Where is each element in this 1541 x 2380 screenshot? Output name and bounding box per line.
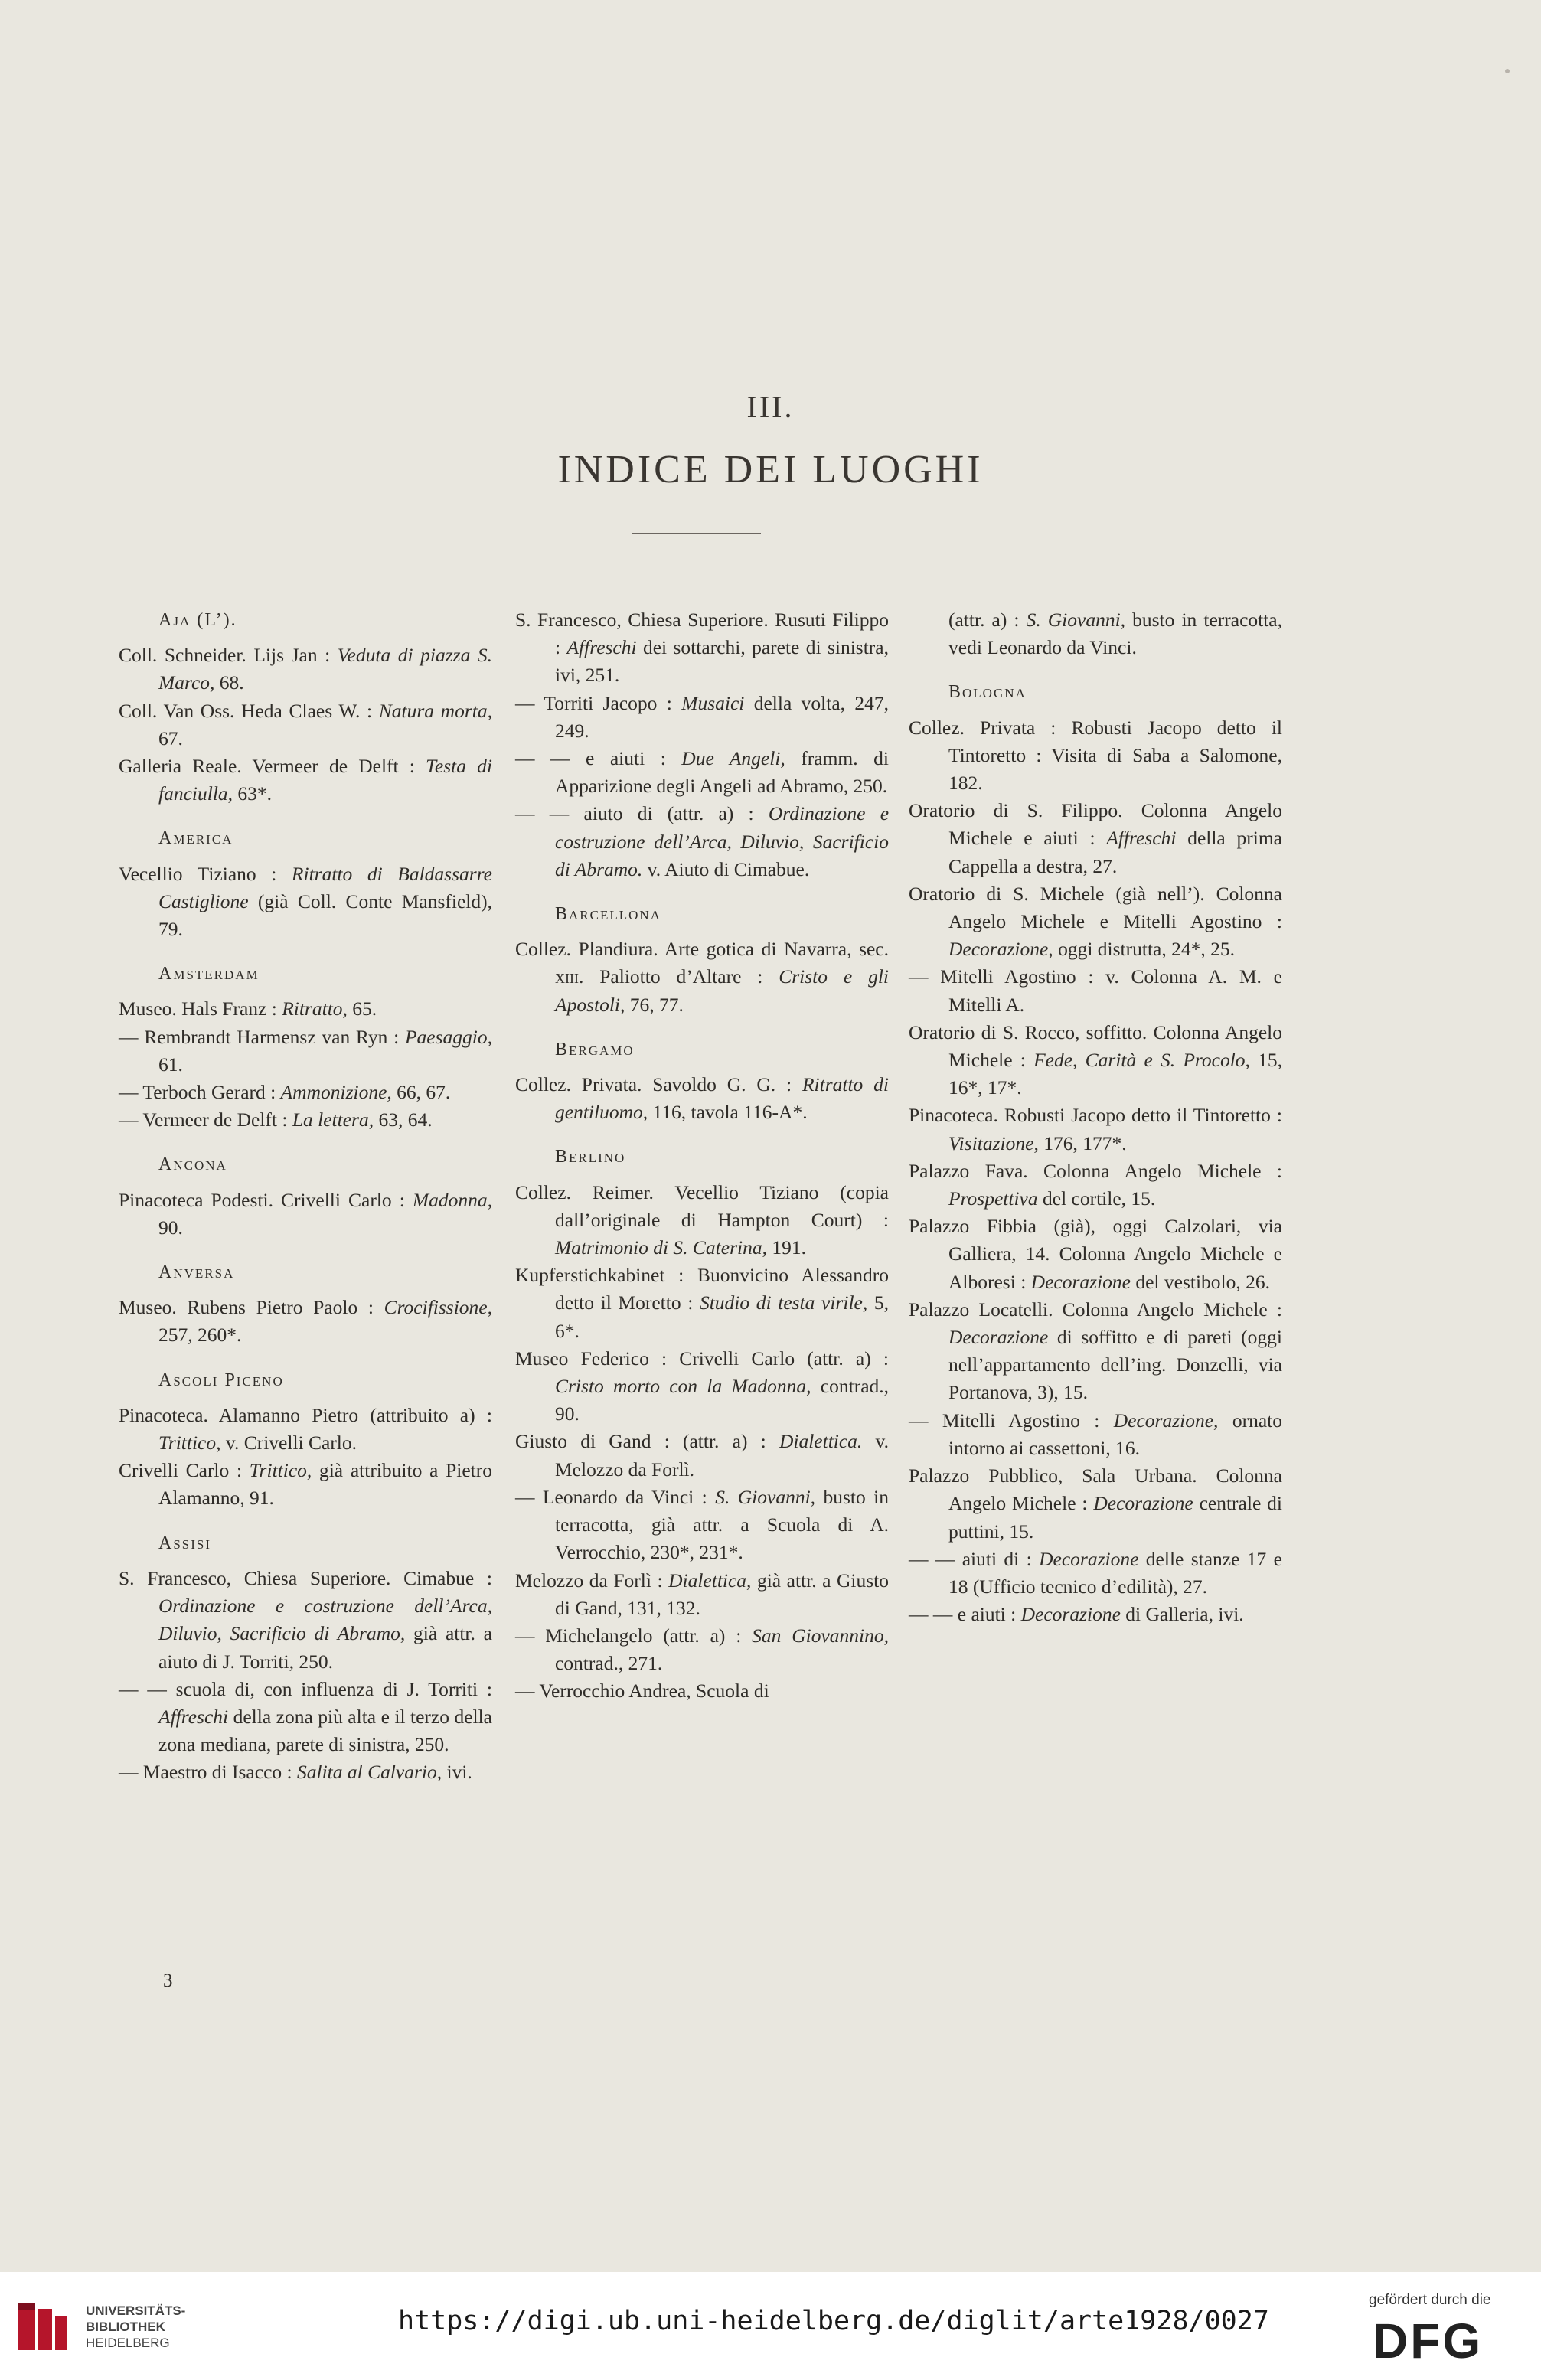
index-column-1	[119, 606, 492, 1787]
index-entry: Palazzo Pubblico, Sala Urbana. Colonna Angelo Michele : Decorazione centrale di puttini, 15.	[909, 1464, 1282, 1543]
index-entry: Palazzo Fava. Colonna Angelo Michele : Prospettiva del cortile, 15.	[909, 1159, 1282, 1210]
index-entry: Coll. Schneider. Lijs Jan : Veduta di piazza S. Marco, 68.	[119, 644, 493, 694]
index-entry: — Maestro di Isacco : Salita al Calvario, ivi.	[119, 1761, 472, 1784]
index-place-heading: America	[158, 828, 233, 849]
index-entry: Museo Federico : Crivelli Carlo (attr. a) : Cristo morto con la Madonna, contrad., 90.	[515, 1347, 890, 1425]
index-place-heading: Bologna	[948, 682, 1027, 703]
index-entry: Kupferstichkabinet : Buonvicino Alessandro detto il Moretto : Studio di testa virile, 5, 6*.	[515, 1264, 889, 1342]
university-library-logo-icon[interactable]	[17, 2298, 77, 2355]
index-entry: Collez. Plandiura. Arte gotica di Navarra, sec. xiii. Paliotto d’Altare : Cristo e gli Apostoli, 76, 77.	[515, 938, 889, 1016]
index-entry: — Mitelli Agostino : v. Colonna A. M. e Mitelli A.	[909, 965, 1282, 1016]
index-entry: — — e aiuti : Decorazione di Galleria, ivi.	[909, 1603, 1244, 1626]
index-place-heading: Assisi	[158, 1533, 212, 1553]
title-rule	[632, 533, 761, 534]
index-entry: Crivelli Carlo : Trittico, già attribuito a Pietro Alamanno, 91.	[119, 1459, 492, 1510]
logo-line-2: BIBLIOTHEK	[86, 2320, 165, 2334]
logo-line-1: UNIVERSITÄTS-	[86, 2303, 186, 2318]
index-entry: Oratorio di S. Michele (già nell’). Colonna Angelo Michele e Mitelli Agostino : Decorazione, oggi distrutta, 24*, 25.	[909, 882, 1282, 961]
index-entry: — — aiuto di (attr. a) : Ordinazione e costruzione dell’Arca, Diluvio, Sacrificio di Abramo. v. Aiuto di Cimabue.	[515, 802, 890, 880]
index-entry: — Torriti Jacopo : Musaici della volta, 247, 249.	[515, 691, 890, 742]
page-folio: 3	[163, 1970, 173, 1991]
index-column-2	[515, 606, 889, 1706]
index-entry: Pinacoteca Podesti. Crivelli Carlo : Madonna, 90.	[119, 1188, 492, 1239]
index-entry: Melozzo da Forlì : Dialettica, già attr. a Giusto di Gand, 131, 132.	[515, 1569, 889, 1619]
index-place-heading: Anversa	[158, 1262, 235, 1283]
index-entry: Collez. Privata : Robusti Jacopo detto il Tintoretto : Visita di Saba a Salomone, 182.	[909, 716, 1282, 795]
funder-label: gefördert durch die	[1369, 2292, 1491, 2308]
dfg-logo-icon[interactable]: DFG	[1373, 2313, 1484, 2369]
index-place-heading: Amsterdam	[158, 964, 260, 984]
index-entry: S. Francesco, Chiesa Superiore. Rusuti Filippo : Affreschi dei sottarchi, parete di sinistra, ivi, 251.	[515, 609, 889, 687]
index-place-heading: Aja (L’).	[158, 610, 237, 630]
index-entry: Collez. Reimer. Vecellio Tiziano (copia dall’originale di Hampton Court) : Matrimonio di S. Caterina, 191.	[515, 1180, 889, 1259]
index-entry: Museo. Rubens Pietro Paolo : Crocifissione, 257, 260*.	[119, 1296, 492, 1347]
section-title: INDICE DEI LUOGHI	[557, 448, 984, 491]
logo-line-3: HEIDELBERG	[86, 2336, 170, 2350]
index-entry: Palazzo Locatelli. Colonna Angelo Michele : Decorazione di soffitto e di pareti (oggi nell’appartamento dell’ing. Donzelli, via Portanova, 3), 15.	[909, 1298, 1282, 1404]
index-entry: Giusto di Gand : (attr. a) : Dialettica. v. Melozzo da Forlì.	[515, 1430, 889, 1481]
page-speck	[1505, 69, 1510, 73]
index-entry: — Mitelli Agostino : Decorazione, ornato intorno ai cassettoni, 16.	[909, 1409, 1282, 1459]
index-entry: — Vermeer de Delft : La lettera, 63, 64.	[119, 1108, 433, 1131]
index-entry: Pinacoteca. Robusti Jacopo detto il Tintoretto : Visitazione, 176, 177*.	[909, 1104, 1282, 1154]
index-entry: — Leonardo da Vinci : S. Giovanni, busto in terracotta, già attr. a Scuola di A. Verrocchio, 230*, 231*.	[515, 1485, 889, 1564]
section-number: III.	[746, 390, 795, 424]
digitization-footer	[0, 2272, 1541, 2380]
index-entry: Coll. Van Oss. Heda Claes W. : Natura morta, 67.	[119, 699, 492, 749]
index-entry: Galleria Reale. Vermeer de Delft : Testa di fanciulla, 63*.	[119, 755, 492, 805]
index-entry: Collez. Privata. Savoldo G. G. : Ritratto di gentiluomo, 116, tavola 116-A*.	[515, 1073, 889, 1124]
index-entry: — Verrocchio Andrea, Scuola di	[515, 1680, 769, 1703]
index-place-heading: Ascoli Piceno	[158, 1370, 284, 1390]
index-entry: — Michelangelo (attr. a) : San Giovannino, contrad., 271.	[515, 1624, 889, 1675]
university-library-name[interactable]	[86, 2303, 185, 2351]
index-entry: — Rembrandt Harmensz van Ryn : Paesaggio, 61.	[119, 1025, 492, 1076]
index-place-heading: Bergamo	[555, 1039, 635, 1059]
index-place-heading: Berlino	[555, 1147, 626, 1167]
index-entry: Museo. Hals Franz : Ritratto, 65.	[119, 997, 377, 1020]
index-entry: Palazzo Fibbia (già), oggi Calzolari, via Galliera, 14. Colonna Angelo Michele e Alboresi : Decorazione del vestibolo, 26.	[909, 1215, 1282, 1293]
index-entry: Vecellio Tiziano : Ritratto di Baldassarre Castiglione (già Coll. Conte Mansfield), 79.	[119, 862, 492, 941]
index-entry: Pinacoteca. Alamanno Pietro (attribuito a) : Trittico, v. Crivelli Carlo.	[119, 1403, 492, 1454]
permalink-url[interactable]: https://digi.ub.uni-heidelberg.de/diglit/arte1928/0027	[398, 2306, 1269, 2336]
index-place-heading: Ancona	[158, 1154, 227, 1175]
index-entry: S. Francesco, Chiesa Superiore. Cimabue : Ordinazione e costruzione dell’Arca, Diluvio, Sacrificio di Abramo, già attr. a aiuto di J. Torriti, 250.	[119, 1566, 492, 1673]
index-column-3	[909, 606, 1282, 1628]
index-place-heading: Barcellona	[555, 904, 661, 925]
index-entry: — Terboch Gerard : Ammonizione, 66, 67.	[119, 1081, 451, 1104]
index-entry: — — e aiuti : Due Angeli, framm. di Apparizione degli Angeli ad Abramo, 250.	[515, 747, 889, 798]
index-entry: — — aiuti di : Decorazione delle stanze 17 e 18 (Ufficio tecnico d’edilità), 27.	[909, 1547, 1282, 1598]
index-entry: — — scuola di, con influenza di J. Torriti : Affreschi della zona più alta e il terzo della zona mediana, parete di sinistra, 250.	[119, 1677, 492, 1756]
index-entry: Oratorio di S. Rocco, soffitto. Colonna Angelo Michele : Fede, Carità e S. Procolo, 15, 16*, 17*.	[909, 1020, 1283, 1099]
index-entry: Oratorio di S. Filippo. Colonna Angelo Michele e aiuti : Affreschi della prima Cappella a destra, 27.	[909, 799, 1282, 877]
index-entry: (attr. a) : S. Giovanni, busto in terracotta, vedi Leonardo da Vinci.	[948, 609, 1282, 659]
